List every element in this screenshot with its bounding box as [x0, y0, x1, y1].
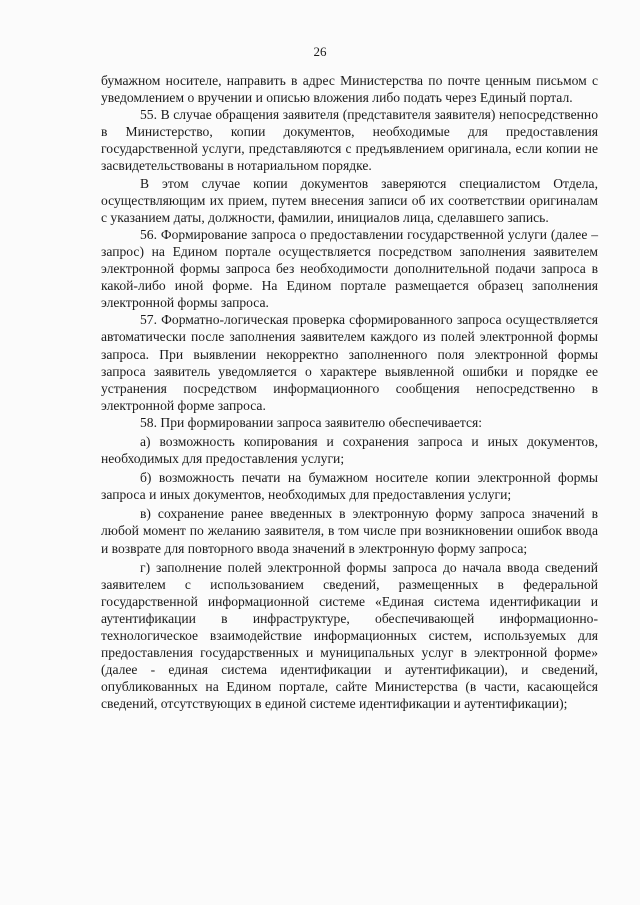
paragraph-item-56: 56. Формирование запроса о предоставлении государственной услуги (далее – запрос) на Едином портале осуществляется посредством заполнения заявителем электронной формы запроса без необходимости дополнительной подачи запроса в какой-либо иной форме. На Едином портале размещается образец заполнения электронной формы запроса.	[101, 226, 598, 311]
paragraph-item-57: 57. Форматно-логическая проверка сформированного запроса осуществляется автоматически после заполнения заявителем каждого из полей электронной формы запроса. При выявлении некорректно заполненного поля электронной формы запроса заявитель уведомляется о характере выявленной ошибки и порядке ее устранения посредством информационного сообщения непосредственно в электронной форме запроса.	[101, 312, 598, 413]
list-item-g: г) заполнение полей электронной формы запроса до начала ввода сведений заявителем с использованием сведений, размещенных в федеральной государственной информационной системе «Единая система идентификации и аутентификации в инфраструктуре, обеспечивающей информационно-технологическое взаимодействие информационных систем, используемых для предоставления государственных и муниципальных услуг в электронной форме» (далее - единая система идентификации и аутентификации), и сведений, опубликованных на Едином портале, сайте Министерства (в части, касающейся сведений, отсутствующих в единой системе идентификации и аутентификации);	[101, 559, 598, 712]
paragraph-item-55: 55. В случае обращения заявителя (представителя заявителя) непосредственно в Министерство, копии документов, необходимые для предоставления государственной услуги, представляются с предъявлением оригинала, если копии не засвидетельствованы в нотариальном порядке.	[101, 107, 598, 174]
list-item-a: а) возможность копирования и сохранения запроса и иных документов, необходимых для предоставления услуги;	[101, 433, 598, 467]
list-item-v: в) сохранение ранее введенных в электронную форму запроса значений в любой момент по желанию заявителя, в том числе при возникновении ошибок ввода и возврате для повторного ввода значений в электронную форму запроса;	[101, 506, 598, 556]
document-body	[101, 72, 598, 712]
paragraph-item-58: 58. При формировании запроса заявителю обеспечивается:	[140, 414, 483, 430]
paragraph-continuation: бумажном носителе, направить в адрес Министерства по почте ценным письмом с уведомлением о вручении и описью вложения либо подать через Единый портал.	[101, 73, 598, 106]
page-number: 26	[313, 44, 327, 59]
paragraph-item-55-note: В этом случае копии документов заверяются специалистом Отдела, осуществляющим их прием, путем внесения записи об их соответствии оригиналам с указанием даты, должности, фамилии, инициалов лица, сделавшего запись.	[101, 175, 598, 225]
list-item-b: б) возможность печати на бумажном носителе копии электронной формы запроса и иных документов, необходимых для предоставления услуги;	[101, 470, 598, 503]
